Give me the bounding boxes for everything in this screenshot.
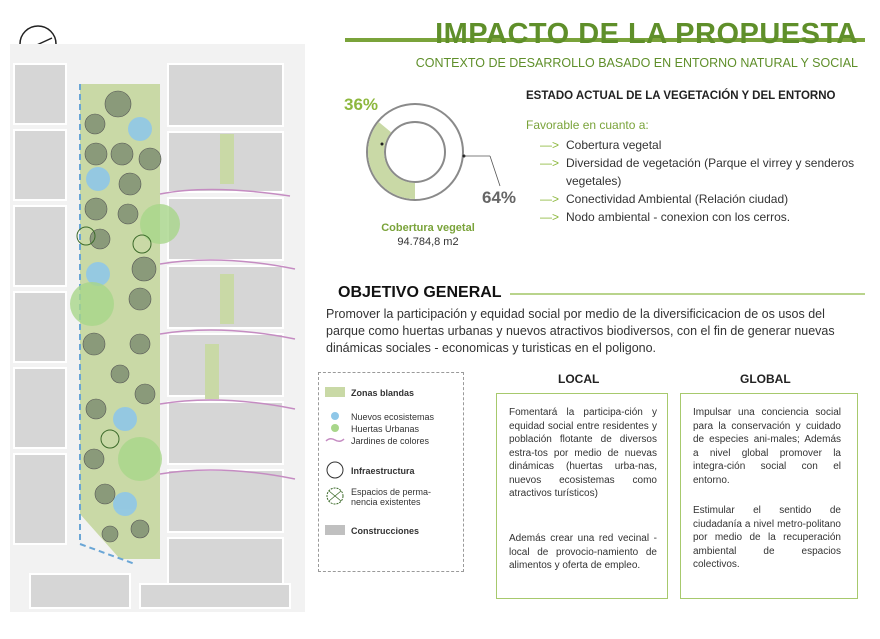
list-item: —> Nodo ambiental - conexion con los cerros.: [540, 210, 791, 224]
green-rect-icon: [325, 387, 345, 399]
state-title: ESTADO ACTUAL DE LA VEGETACIÓN Y DEL ENTORNO: [526, 90, 836, 102]
legend-item: Jardines de colores: [325, 435, 429, 447]
list-item: —> Diversidad de vegetación (Parque el virrey y senderos vegetales): [540, 156, 855, 188]
global-title: GLOBAL: [740, 372, 791, 386]
site-plan-map: [10, 44, 305, 612]
blue-dot-icon: [325, 411, 345, 423]
objective-underline: [510, 293, 865, 295]
hatched-circle-icon: [325, 487, 345, 507]
local-box: [496, 393, 668, 599]
page-subtitle: CONTEXTO DE DESARROLLO BASADO EN ENTORNO NATURAL Y SOCIAL: [415, 56, 858, 70]
arrow-right-icon: —>: [540, 192, 560, 206]
legend-item: Espacios de perma- nencia existentes: [325, 487, 431, 507]
pink-wave-icon: [325, 435, 345, 447]
gray-rect-icon: [325, 525, 345, 537]
legend-item: Nuevos ecosistemas: [325, 411, 434, 423]
list-item: —> Conectividad Ambiental (Relación ciudad): [540, 192, 789, 206]
state-list: [540, 136, 860, 226]
global-paragraph-1: Impulsar una conciencia social para la conservación y cuidado de especies ani-males; Además a nivel global promover la integra-ción social con el entorno.: [693, 407, 841, 486]
circle-outline-icon: [325, 461, 345, 481]
local-paragraph-2: Además crear una red vecinal - local de provocio-namiento de alimentos y oferta de empleo.: [509, 533, 657, 571]
green-dot-icon: [325, 423, 345, 435]
legend-item: Infraestructura: [325, 461, 415, 481]
legend-item: Zonas blandas: [325, 387, 414, 399]
objective-text: Promover la participación y equidad social por medio de la diversificicacion de os usos del parque como huertas urbanas y nuevos atractivos biodiversos, con el fin de generar nuevas dinámicas sociales - economicas y turisticas en el poligono.: [326, 307, 835, 355]
global-box: [680, 393, 858, 599]
coverage-label: Cobertura vegetal: [381, 222, 475, 234]
objective-title: OBJETIVO GENERAL: [338, 284, 502, 301]
map-legend: [318, 372, 464, 572]
page-title: IMPACTO DE LA PROPUESTA: [435, 18, 858, 50]
arrow-right-icon: —>: [540, 156, 560, 170]
arrow-right-icon: —>: [540, 138, 560, 152]
list-item: —> Cobertura vegetal: [540, 138, 662, 152]
local-title: LOCAL: [558, 372, 600, 386]
favorable-percent: 36%: [344, 95, 379, 114]
legend-item: Construcciones: [325, 525, 419, 537]
arrow-right-icon: —>: [540, 210, 560, 224]
local-paragraph-1: Fomentará la participa-ción y equidad social entre residentes y población flotante de diversos estra-tos por medio de nuevas dinámicas (huertas urba-nas, nuevos ecosistemas como atractivos turísticos): [509, 407, 657, 499]
coverage-value: 94.784,8 m2: [397, 236, 459, 248]
favorable-label: Favorable en cuanto a:: [526, 118, 649, 132]
legend-item: Huertas Urbanas: [325, 423, 419, 435]
other-percent: 64%: [482, 188, 517, 207]
global-paragraph-2: Estimular el sentido de ciudadanía a nivel metro-politano por medio de la recuperación ambiental de espacios colectivos.: [693, 505, 841, 570]
